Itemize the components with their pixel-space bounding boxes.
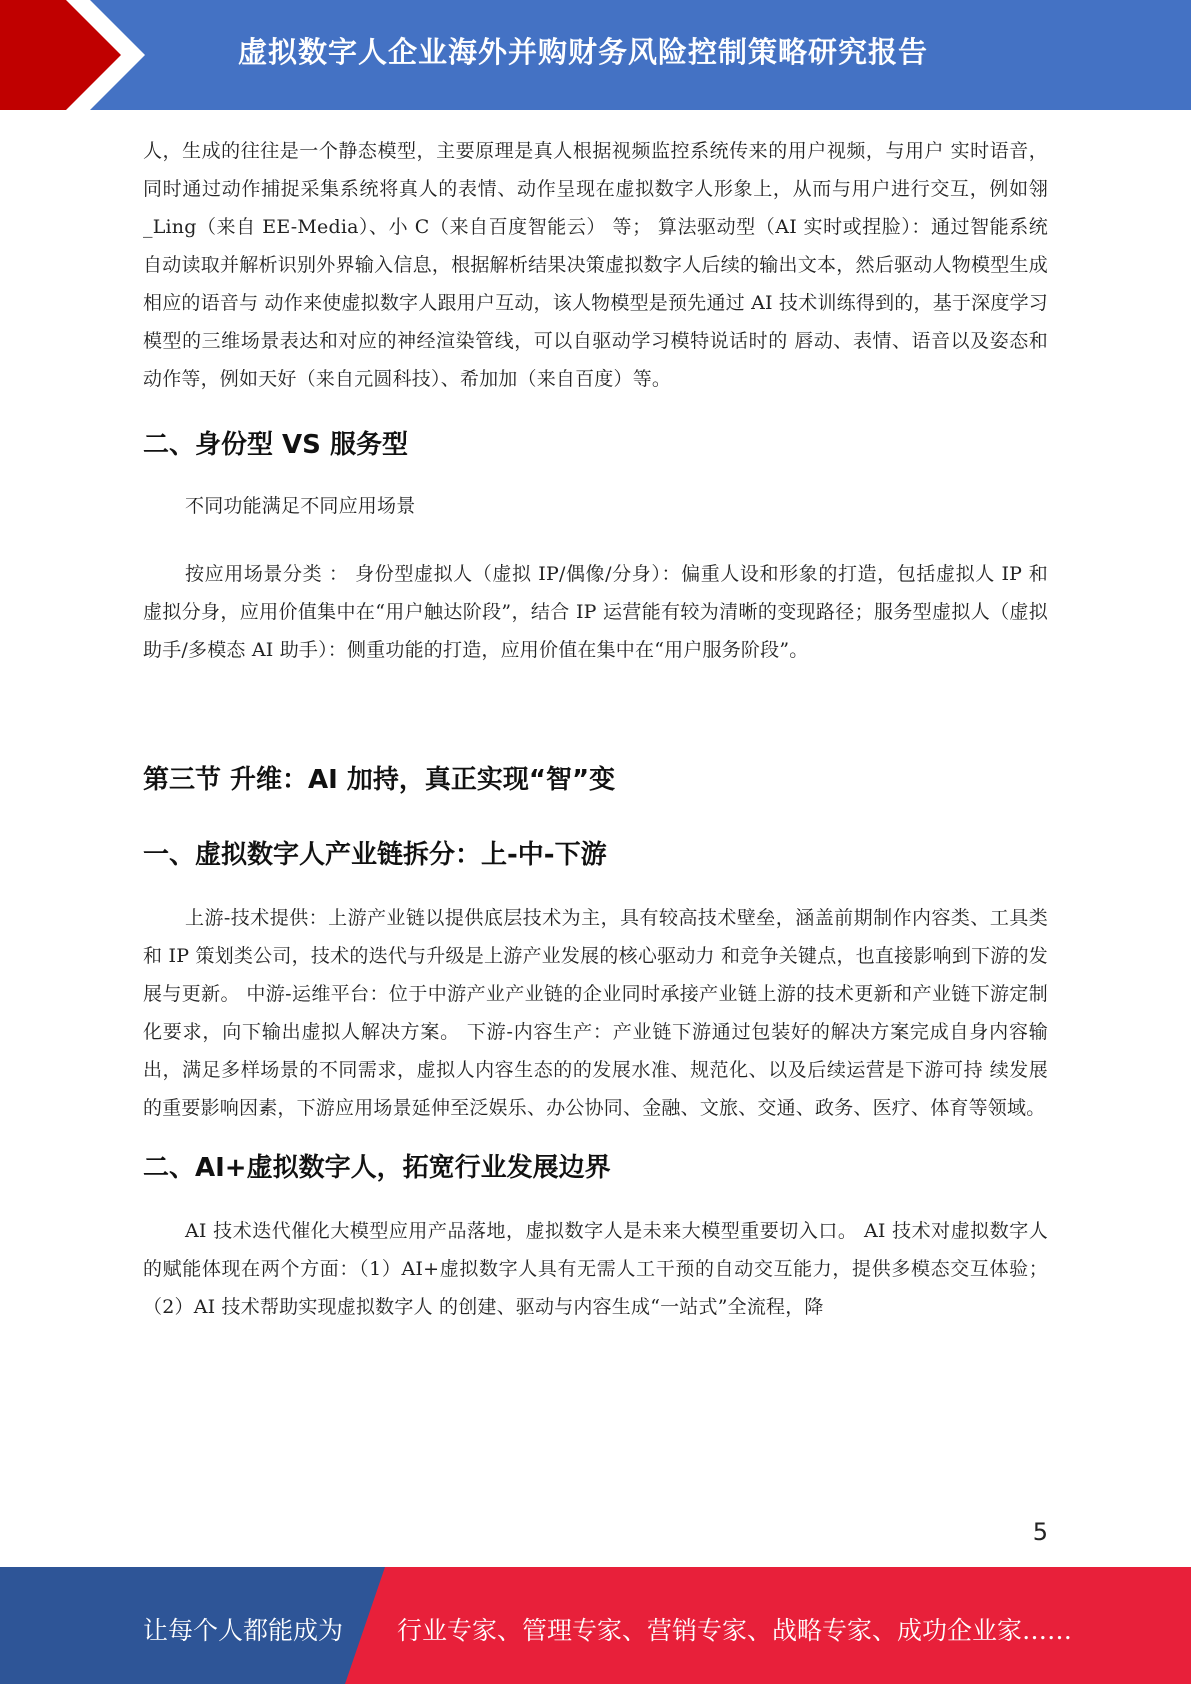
paragraph-ai-empowerment: AI 技术迭代催化大模型应用产品落地，虚拟数字人是未来大模型重要切入口。 AI 技术对虚拟数字人的赋能体现在两个方面：（1）AI+虚拟数字人具有无需人工干预的自动交互能力，提供多模态交互体验；（2）AI 技术帮助实现虚拟数字人 的创建、驱动与内容生成“一站式”全流程，降 bbox=[143, 1220, 1048, 1318]
heading-identity-vs-service: 二、身份型 VS 服务型 bbox=[143, 430, 408, 460]
heading-section-three: 第三节 升维：AI 加持，真正实现“智”变 bbox=[143, 765, 616, 795]
paragraph-driven-types: 人，生成的往往是一个静态模型，主要原理是真人根据视频监控系统传来的用户视频，与用户 实时语音，同时通过动作捕捉采集系统将真人的表情、动作呈现在虚拟数字人形象上，从而与用户进行交互，例如翎_Ling（来自 EE-Media）、小 C（来自百度智能云） 等； 算法驱动型（AI 实时或捏脸）：通过智能系统自动读取并解析识别外界输入信息，根据解析结果决策虚拟数字人后续的输出文本，然后驱动人物模型生成相应的语音与 动作来使虚拟数字人跟用户互动，该人物模型是预先通过 AI 技术训练得到的，基于深度学习模型的三维场景表达和对应的神经渲染管线，可以自驱动学习模特说话时的 唇动、表情、语音以及姿态和动作等，例如天好（来自元圆科技）、希加加（来自百度）等。 bbox=[143, 140, 1048, 390]
page-footer bbox=[0, 1567, 1191, 1684]
header-chevron-decoration bbox=[0, 0, 160, 110]
footer-slogan-right: 行业专家、管理专家、营销专家、战略专家、成功企业家…… bbox=[397, 1616, 1073, 1645]
footer-slogan-left: 让每个人都能成为 bbox=[143, 1616, 344, 1645]
heading-industry-chain: 一、虚拟数字人产业链拆分：上-中-下游 bbox=[143, 840, 607, 870]
page-number: 5 bbox=[1032, 1518, 1048, 1546]
page-header bbox=[0, 0, 1191, 110]
paragraph-industry-chain: 上游-技术提供：上游产业链以提供底层技术为主，具有较高技术壁垒，涵盖前期制作内容类、工具类和 IP 策划类公司，技术的迭代与升级是上游产业发展的核心驱动力 和竞争关键点，也直接影响到下游的发展与更新。 中游-运维平台：位于中游产业产业链的企业同时承接产业链上游的技术更新和产业链下游定制化要求，向下输出虚拟人解决方案。 下游-内容生产：产业链下游通过包装好的解决方案完成自身内容输出，满足多样场景的不同需求，虚拟人内容生态的的发展水准、规范化、以及后续运营是下游可持 续发展的重要影响因素，下游应用场景延伸至泛娱乐、办公协同、金融、文旅、交通、政务、医疗、体育等领域。 bbox=[143, 907, 1048, 1119]
heading-ai-digital-human: 二、AI+虚拟数字人，拓宽行业发展边界 bbox=[143, 1153, 611, 1183]
report-title: 虚拟数字人企业海外并购财务风险控制策略研究报告 bbox=[238, 35, 929, 69]
paragraph-functions: 不同功能满足不同应用场景 bbox=[185, 495, 416, 517]
document-body bbox=[143, 132, 1048, 1326]
paragraph-scenario-classification: 按应用场景分类 ： 身份型虚拟人（虚拟 IP/偶像/分身）：偏重人设和形象的打造，包括虚拟人 IP 和虚拟分身，应用价值集中在“用户触达阶段”，结合 IP 运营能有较为清晰的变现路径；服务型虚拟人（虚拟助手/多模态 AI 助手）：侧重功能的打造，应用价值在集中在“用户服务阶段”。 bbox=[143, 563, 1048, 661]
